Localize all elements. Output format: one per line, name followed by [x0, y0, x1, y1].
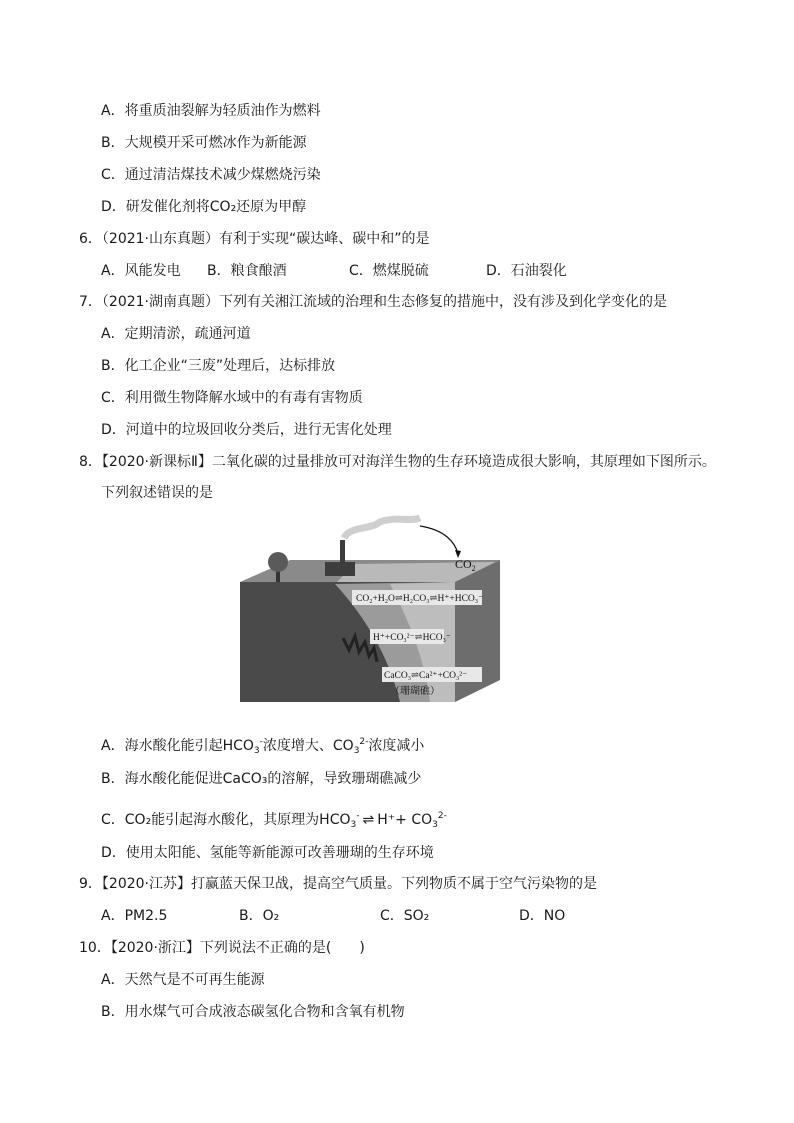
option-c: C．通过清洁煤技术减少煤燃烧污染: [101, 167, 321, 183]
question-stem: 有利于实现“碳达峰、碳中和”的是: [219, 231, 430, 247]
question-9: [79, 874, 597, 894]
ocean-acidification-figure: [240, 512, 500, 712]
coral-reef-label: （珊瑚礁）: [390, 686, 440, 697]
question-source: 【2020·江苏】: [101, 876, 192, 892]
question-number: 10．: [79, 940, 111, 956]
option-c: C．利用微生物降解水域中的有毒有害物质: [101, 390, 363, 406]
subscript: 3: [350, 820, 357, 830]
option-a-text-3: 浓度减小: [368, 738, 425, 754]
option-d: D．使用太阳能、氢能等新能源可改善珊瑚的生存环境: [101, 845, 434, 861]
question-source: （2021·湖南真题）: [101, 294, 220, 310]
option-b: B．化工企业“三废”处理后，达标排放: [101, 358, 336, 374]
option-a: A．PM2.5: [101, 908, 168, 924]
tree-crown-icon: [268, 552, 288, 572]
superscript: 2-: [437, 811, 447, 821]
question-6: [79, 229, 430, 249]
arrow-to-co2: [420, 526, 458, 554]
option-c: C．燃煤脱硫: [349, 263, 429, 279]
superscript: 2-: [359, 737, 369, 747]
option-c-text-1: C．CO₂能引起海水酸化，其原理为HCO: [101, 812, 351, 828]
superscript: -: [259, 737, 263, 747]
question-7: [79, 292, 667, 312]
question-stem: 打赢蓝天保卫战，提高空气质量。下列物质不属于空气污染物的是: [191, 876, 598, 892]
option-a: A．定期清淤，疏通河道: [101, 326, 251, 342]
factory-icon: [325, 562, 355, 576]
option-c-text-2: H⁺+ CO: [377, 812, 433, 828]
option-c: C．SO₂: [380, 908, 430, 924]
option-c: [101, 806, 447, 835]
equation-1: CO₂+H₂O⇌H₂CO₃⇌H⁺+HCO₃⁻: [356, 594, 484, 604]
equation-3: CaCO₃⇌Ca²⁺+CO₃²⁻: [384, 671, 468, 681]
co2-label: $CO_2$: [455, 557, 476, 573]
question-9-options: [101, 906, 565, 926]
option-b: B．O₂: [239, 908, 280, 924]
option-a: A．将重质油裂解为轻质油作为燃料: [101, 103, 321, 119]
option-d: D．NO: [519, 908, 566, 924]
option-a: [101, 732, 424, 761]
question-source: 【2020·浙江】: [110, 940, 200, 956]
subscript: 3: [253, 746, 260, 756]
option-b: B．海水酸化能促进CaCO₃的溶解，导致珊瑚礁减少: [101, 771, 422, 787]
equilibrium-arrow-icon: ⇌: [362, 812, 375, 828]
question-stem: 下列有关湘江流域的治理和生态修复的措施中，没有涉及到化学变化的是: [219, 294, 668, 310]
chimney-icon: [340, 540, 345, 564]
question-stem: 二氧化碳的过量排放可对海洋生物的生存环境造成很大影响，其原理如下图所示。: [211, 454, 716, 470]
question-6-options: [101, 261, 567, 281]
option-d: D．研发催化剂将CO₂还原为甲醇: [101, 199, 307, 215]
option-a: A．风能发电: [101, 263, 181, 279]
option-a-text-2: 浓度增大、CO: [262, 738, 354, 754]
option-a: A．天然气是不可再生能源: [101, 972, 265, 988]
question-number: 6．: [79, 231, 102, 247]
option-b: B．粮食酿酒: [207, 263, 287, 279]
question-10: [79, 938, 365, 958]
question-source: 【2020·新课标Ⅱ】: [101, 454, 212, 470]
question-number: 7．: [79, 294, 102, 310]
option-d: D．石油裂化: [486, 263, 567, 279]
equation-2: H⁺+CO₃²⁻⇌HCO₃⁻: [373, 633, 451, 643]
smoke-icon: [344, 518, 420, 538]
subscript: 3: [432, 820, 438, 830]
diagram-svg: [240, 512, 500, 712]
superscript: -: [356, 811, 360, 821]
option-b: B．大规模开采可燃冰作为新能源: [101, 135, 307, 151]
subscript: 3: [353, 746, 360, 756]
question-8: [79, 452, 716, 472]
question-stem-continued: 下列叙述错误的是: [101, 485, 213, 501]
question-number: 8．: [79, 454, 102, 470]
question-number: 9．: [79, 876, 102, 892]
option-d: D．河道中的垃圾回收分类后，进行无害化处理: [101, 422, 392, 438]
question-stem: 下列说法不正确的是( ): [199, 940, 365, 956]
option-a-text-1: A．海水酸化能引起HCO: [101, 738, 254, 754]
question-source: （2021·山东真题）: [101, 231, 220, 247]
option-b: B．用水煤气可合成液态碳氢化合物和含氧有机物: [101, 1004, 405, 1020]
